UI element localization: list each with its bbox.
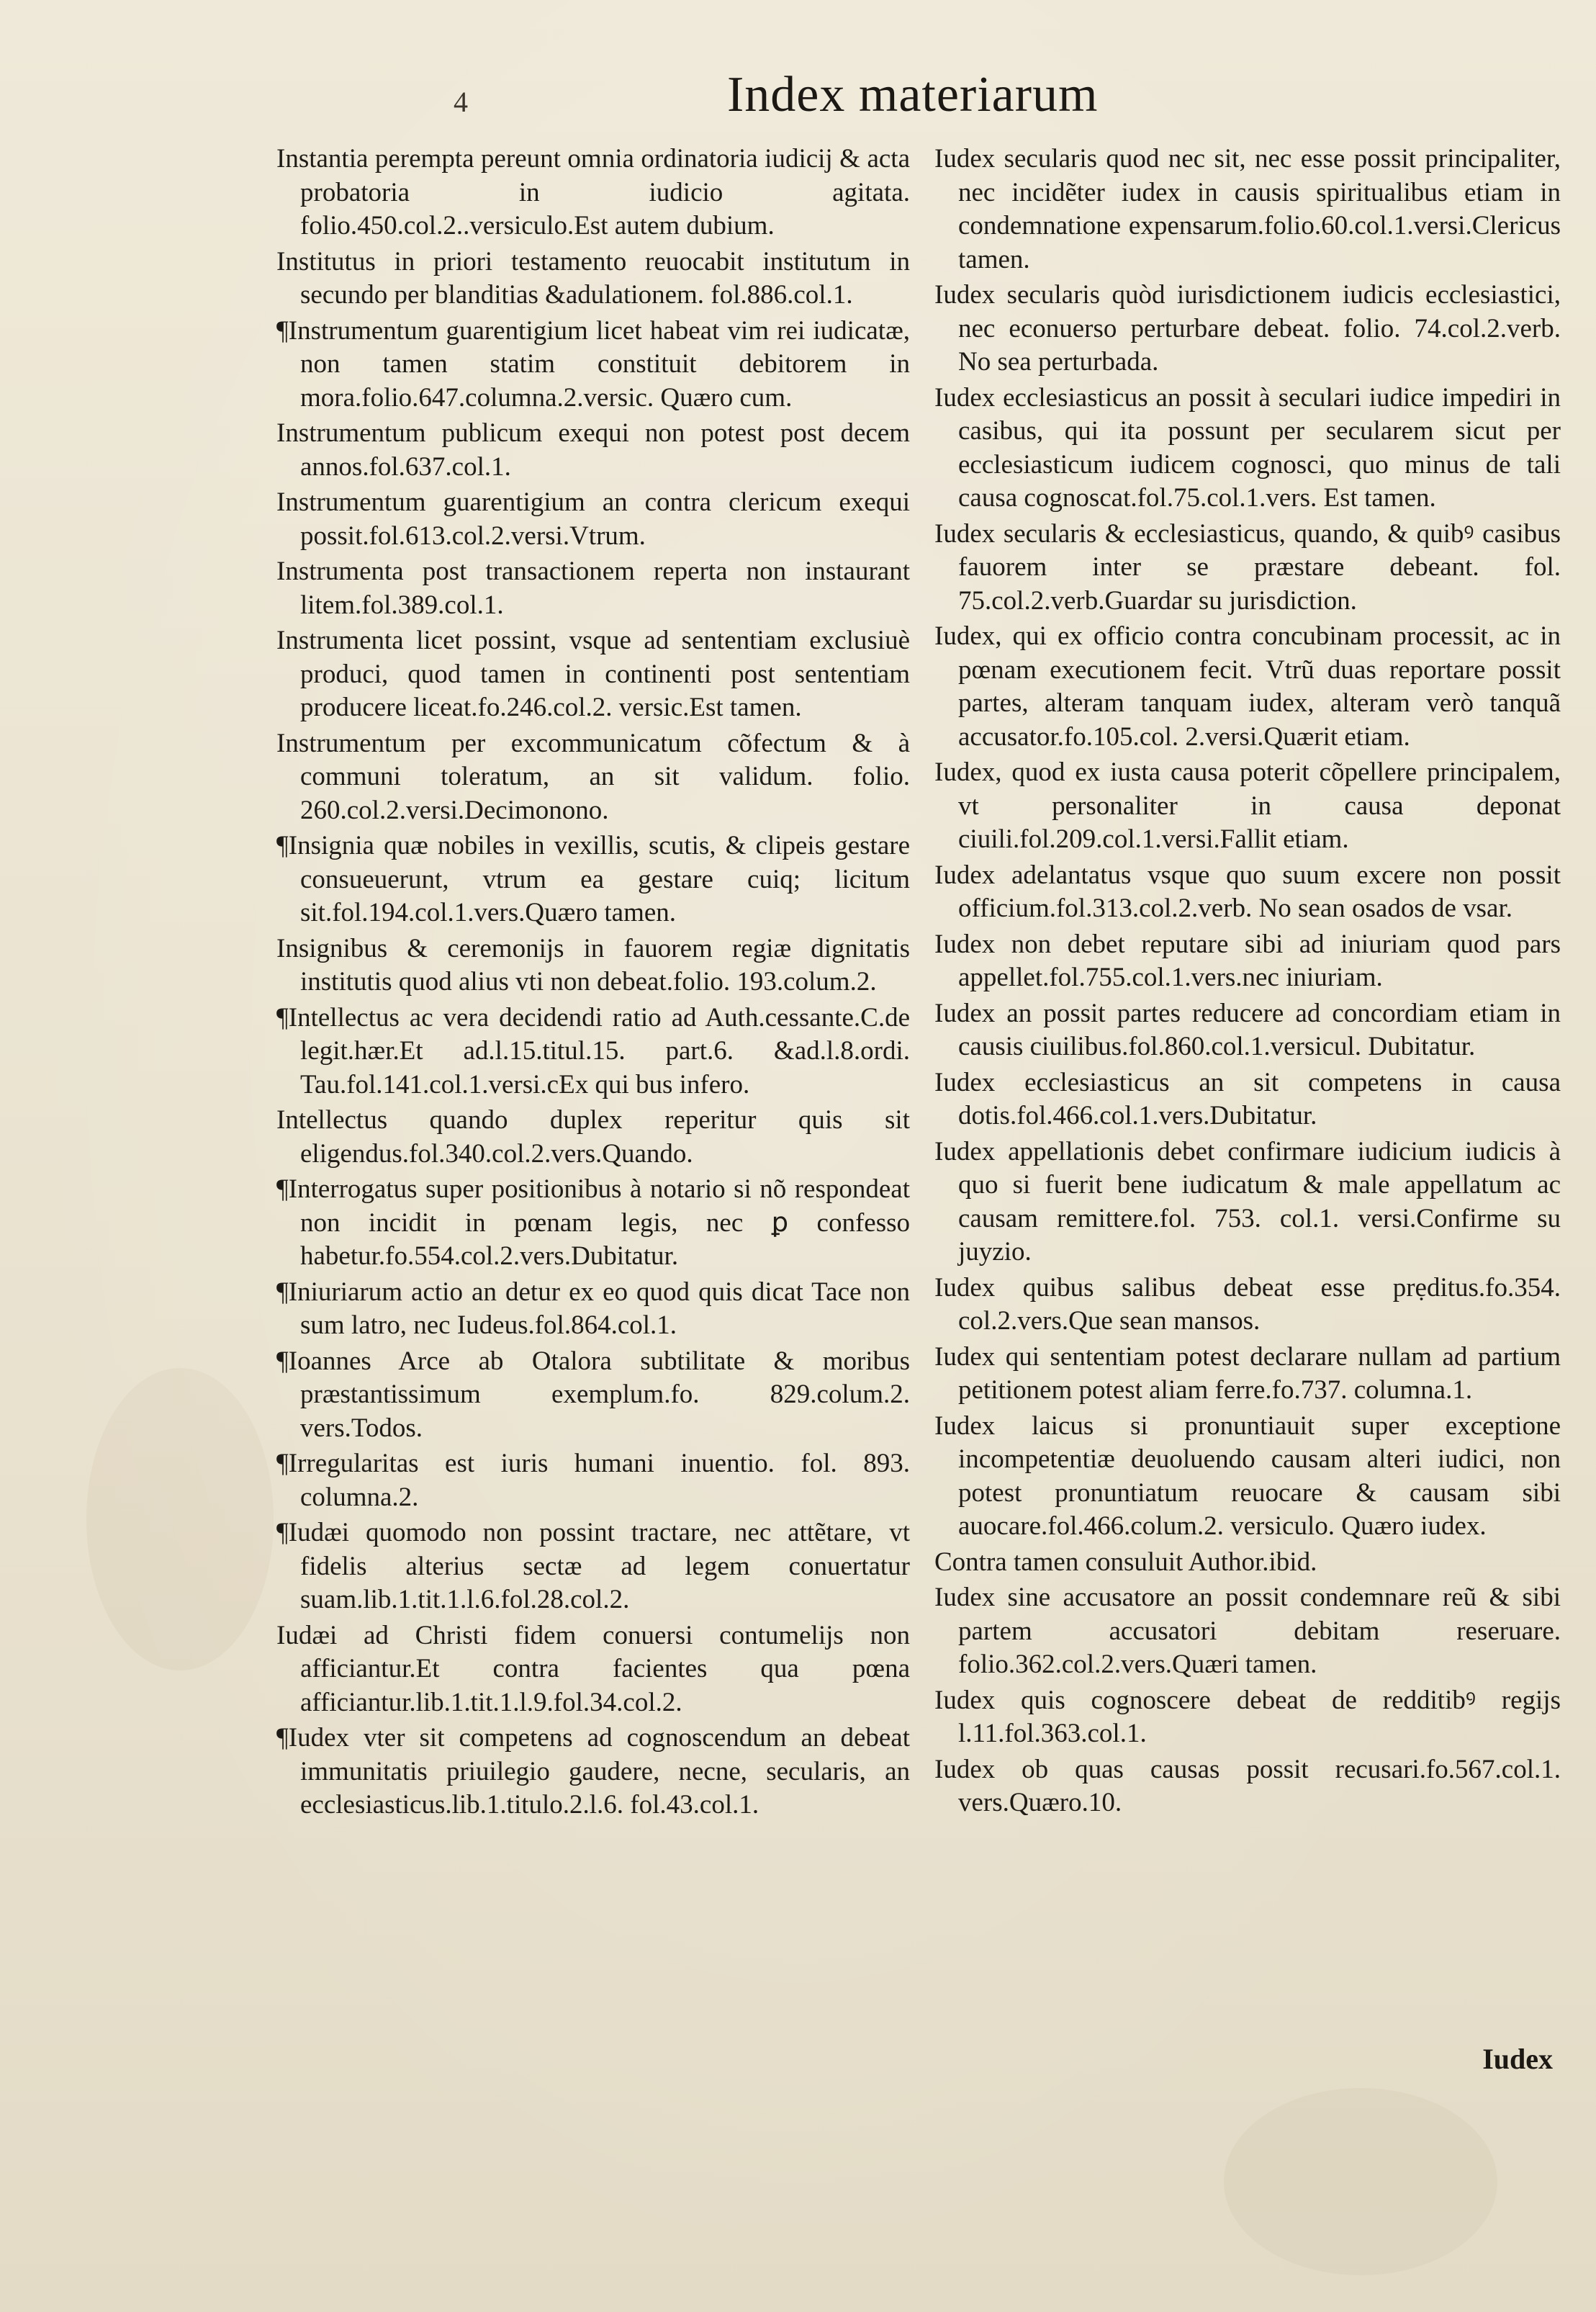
index-entry: Iudex, qui ex officio contra concubinam processit, ac in pœnam executionem fecit. Vtrũ duas reportare possit partes, alteram tanquam iudex, alteram verò tanquã accusator.fo.105.col. 2.versi.Quærit etiam. <box>934 621 1561 752</box>
header-mark: 4 <box>454 86 468 118</box>
paper-stain <box>86 1368 274 1670</box>
index-entry: Instrumentum guarentigium an contra clericum exequi possit.fol.613.col.2.versi.Vtrum. <box>276 487 910 551</box>
index-entry: ¶Intellectus ac vera decidendi ratio ad Auth.cessante.C.de legit.hær.Et ad.l.15.titul.15. part.6. &ad.l.8.ordi. Tau.fol.141.col.1.versi.cEx qui bus infero. <box>276 1002 910 1099</box>
index-entry: Iudex secularis quod nec sit, nec esse possit principaliter, nec incidẽter iudex in causis spiritualibus etiam in condemnatione expensarum.folio.60.col.1.versi.Clericus tamen. <box>934 144 1561 274</box>
index-entry: Iudex ecclesiasticus an sit competens in causa dotis.fol.466.col.1.vers.Dubitatur. <box>934 1067 1561 1130</box>
index-entry: Iudex, quod ex iusta causa poterit cõpellere principalem, vt personaliter in causa deponat ciuili.fol.209.col.1.versi.Fallit etiam. <box>934 757 1561 854</box>
index-entry: Insignibus & ceremonijs in fauorem regiæ dignitatis institutis quod alius vti non debeat.folio. 193.colum.2. <box>276 933 910 997</box>
index-entry: Instrumentum publicum exequi non potest post decem annos.fol.637.col.1. <box>276 418 910 482</box>
index-entry: Instantia perempta pereunt omnia ordinatoria iudicij & acta probatoria in iudicio agitata. folio.450.col.2..versiculo.Est autem dubium. <box>276 144 910 240</box>
left-column <box>276 143 910 1825</box>
page-title: Index materiarum <box>727 67 1099 122</box>
index-entry: Iudex ecclesiasticus an possit à seculari iudice impediri in casibus, qui ita possunt per secularem sicut per ecclesiasticum iudicem cognosci, quo minus de tali causa cognoscat.fol.75.col.1.vers. Est tamen. <box>934 382 1561 513</box>
index-entry: Iudex sine accusatore an possit condemnare reũ & sibi partem accusatori debitam reseruare. folio.362.col.2.vers.Quæri tamen. <box>934 1583 1561 1679</box>
index-entry: Iudex quibus salibus debeat esse prẹditus.fo.354. col.2.vers.Que sean mansos. <box>934 1272 1561 1336</box>
index-entry: Iudex secularis & ecclesiasticus, quando, & quibꝰ casibus fauorem inter se præstare debeant. fol. 75.col.2.verb.Guardar su jurisdiction. <box>934 518 1561 616</box>
index-entry: ¶Iniuriarum actio an detur ex eo quod quis dicat Tace non sum latro, nec Iudeus.fol.864.col.1. <box>276 1277 910 1340</box>
index-entry: Iudex non debet reputare sibi ad iniuriam quod pars appellet.fol.755.col.1.vers.nec iniuriam. <box>934 929 1561 992</box>
index-entry: ¶Ioannes Arce ab Otalora subtilitate & moribus præstantissimum exemplum.fo. 829.colum.2. vers.Todos. <box>276 1346 910 1443</box>
index-entry: Iudex secularis quòd iurisdictionem iudicis ecclesiastici, nec econuerso perturbare debeat. folio. 74.col.2.verb. No sea perturbada. <box>934 280 1561 377</box>
index-entry: ¶Iudex vter sit competens ad cognoscendum an debeat immunitatis priuilegio gaudere, necne, secularis, an ecclesiasticus.lib.1.titulo.2.l.6. fol.43.col.1. <box>276 1723 910 1820</box>
index-entry: Iudæi ad Christi fidem conuersi contumelijs non afficiantur.Et contra facientes qua pœna afficiantur.lib.1.tit.1.l.9.fol.34.col.2. <box>276 1620 910 1717</box>
index-entry: Iudex adelantatus vsque quo suum excere non possit officium.fol.313.col.2.verb. No sean osados de vsar. <box>934 860 1561 923</box>
index-entry: Iudex quis cognoscere debeat de redditibꝰ regijs l.11.fol.363.col.1. <box>934 1685 1561 1748</box>
index-entry: ¶Instrumentum guarentigium licet habeat vim rei iudicatæ, non tamen statim constituit debitorem in mora.folio.647.columna.2.versic. Quæro cum. <box>276 315 910 413</box>
index-entry: ¶Insignia quæ nobiles in vexillis, scutis, & clipeis gestare consueuerunt, vtrum ea gestare cuiq; licitum sit.fol.194.col.1.vers.Quæro tamen. <box>276 831 910 927</box>
catchword: Iudex <box>1482 2043 1553 2075</box>
index-entry: Iudex an possit partes reducere ad concordiam etiam in causis ciuilibus.fol.860.col.1.versicul. Dubitatur. <box>934 998 1561 1061</box>
index-entry: Institutus in priori testamento reuocabit institutum in secundo per blanditias &adulationem. fol.886.col.1. <box>276 246 910 310</box>
index-entry: Intellectus quando duplex reperitur quis sit eligendus.fol.340.col.2.vers.Quando. <box>276 1105 910 1169</box>
index-entry: Iudex laicus si pronuntiauit super exceptione incompetentiæ deuoluendo causam alteri iudici, non potest pronuntiatum reuocare & causam sibi auocare.fol.466.colum.2. versiculo. Quæro iudex. <box>934 1411 1561 1541</box>
index-entry: Iudex qui sententiam potest declarare nullam ad partium petitionem potest aliam ferre.fo.737. columna.1. <box>934 1341 1561 1405</box>
index-entry: Iudex ob quas causas possit recusari.fo.567.col.1. vers.Quæro.10. <box>934 1754 1561 1817</box>
index-entry: ¶Interrogatus super positionibus à notario si nõ respondeat non incidit in pœnam legis, nec ꝑ confesso habetur.fo.554.col.2.vers.Dubitatur. <box>276 1174 910 1271</box>
right-column <box>934 143 1561 1822</box>
index-entry: ¶Irregularitas est iuris humani inuentio. fol. 893. columna.2. <box>276 1449 910 1512</box>
index-entry: Contra tamen consuluit Author.ibid. <box>934 1547 1317 1577</box>
index-entry: Instrumentum per excommunicatum cõfectum & à communi toleratum, an sit validum. folio. 260.col.2.versi.Decimonono. <box>276 728 910 825</box>
index-entry: ¶Iudæi quomodo non possint tractare, nec attẽtare, vt fidelis alterius sectæ ad legem conuertatur suam.lib.1.tit.1.l.6.fol.28.col.2. <box>276 1518 910 1614</box>
index-entry: Instrumenta licet possint, vsque ad sententiam exclusiuè produci, quod tamen in continenti post sententiam producere liceat.fo.246.col.2. versic.Est tamen. <box>276 626 910 722</box>
index-entry: Iudex appellationis debet confirmare iudicium iudicis à quo si fuerit bene iudicatum & male appellatum ac causam remittere.fol. 753. col.1. versi.Confirme su juyzio. <box>934 1136 1561 1267</box>
paper-stain <box>1224 2088 1497 2275</box>
index-entry: Instrumenta post transactionem reperta non instaurant litem.fol.389.col.1. <box>276 557 910 620</box>
